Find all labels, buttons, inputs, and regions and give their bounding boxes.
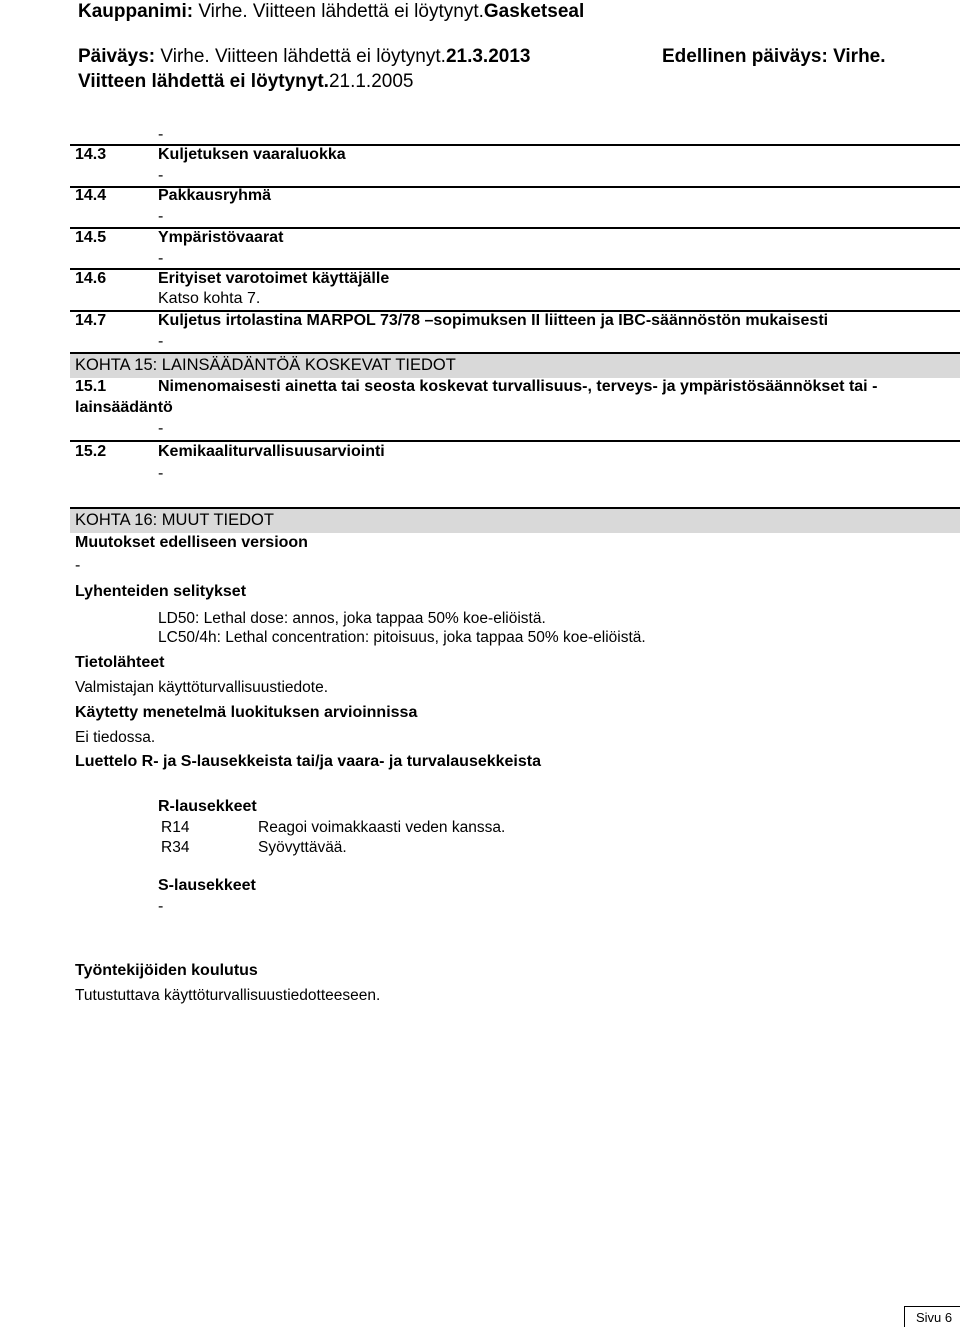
abbrev-item: LD50: Lethal dose: annos, joka tappaa 50% koe-eliöistä. [158,610,546,627]
section14-top-dash: - [158,126,164,143]
item-title: Kemikaaliturvallisuusarviointi [158,443,385,460]
s-phrases-value: - [158,898,164,915]
date-error-cont: Viitteen lähdettä ei löytynyt. [78,71,329,92]
sources-value: Valmistajan käyttöturvallisuustiedote. [75,679,329,696]
item-value: - [158,167,164,184]
date-prefix: Päiväys: [78,46,161,67]
section15-title: KOHTA 15: LAINSÄÄDÄNTÖÄ KOSKEVAT TIEDOT [75,356,456,374]
header-previous-date: Edellinen päiväys: Virhe. [662,46,886,67]
item-number: 14.5 [75,229,107,246]
page-number: Sivu 6 [916,1310,953,1325]
changes-value: - [75,557,81,574]
item-number: 14.3 [75,146,107,163]
item-number: 15.2 [75,443,107,460]
item-title: Nimenomaisesti ainetta tai seosta koskevat turvallisuus-, terveys- ja ympäristösäännökset tai - [158,378,878,395]
r-phrases-label: R-lausekkeet [158,798,257,815]
date-value: 21.3.2013 [445,46,531,67]
method-value: Ei tiedossa. [75,729,156,746]
item-number: 14.6 [75,270,107,287]
previous-date-value: 21.1.2005 [328,71,414,92]
header-date-line [78,46,530,68]
r-phrase-code: R14 [161,819,190,836]
item-title: Kuljetuksen vaaraluokka [158,146,346,163]
item-number: 14.7 [75,312,107,329]
header-trade-name [78,1,584,23]
r-phrase-text: Reagoi voimakkaasti veden kanssa. [258,819,506,836]
sources-label: Tietolähteet [75,654,165,671]
item-title: Pakkausryhmä [158,187,271,204]
training-value: Tutustuttava käyttöturvallisuustiedotteeseen. [75,987,381,1004]
header-date-line-2 [78,71,413,93]
item-value: Katso kohta 7. [158,290,261,307]
r-phrase-code: R34 [161,839,190,856]
item-value: - [158,250,164,267]
item-title-cont: lainsäädäntö [75,399,173,416]
item-value: - [158,208,164,225]
item-value: - [158,333,164,350]
trade-name-error: Virhe. Viitteen lähdettä ei löytynyt. [198,1,484,22]
date-error: Virhe. Viitteen lähdettä ei löytynyt. [160,46,446,67]
divider [70,440,960,442]
training-label: Työntekijöiden koulutus [75,962,258,979]
abbrev-item: LC50/4h: Lethal concentration: pitoisuus, joka tappaa 50% koe-eliöistä. [158,629,646,646]
item-title: Ympäristövaarat [158,229,284,246]
item-value: - [158,420,164,437]
method-label: Käytetty menetelmä luokituksen arvioinnissa [75,704,418,721]
abbrev-label: Lyhenteiden selitykset [75,583,247,600]
trade-name-prefix: Kauppanimi: [78,1,199,22]
item-number: 14.4 [75,187,107,204]
item-value: - [158,465,164,482]
trade-name-value: Gasketseal [483,1,585,22]
item-number: 15.1 [75,378,107,395]
item-title: Erityiset varotoimet käyttäjälle [158,270,390,287]
s-phrases-label: S-lausekkeet [158,877,256,894]
section16-title: KOHTA 16: MUUT TIEDOT [75,511,274,529]
r-phrase-text: Syövyttävää. [258,839,347,856]
changes-label: Muutokset edelliseen versioon [75,534,308,551]
item-title: Kuljetus irtolastina MARPOL 73/78 –sopimuksen II liitteen ja IBC-säännöstön mukaisesti [158,312,829,329]
rs-list-label: Luettelo R- ja S-lausekkeista tai/ja vaara- ja turvalausekkeista [75,753,541,770]
